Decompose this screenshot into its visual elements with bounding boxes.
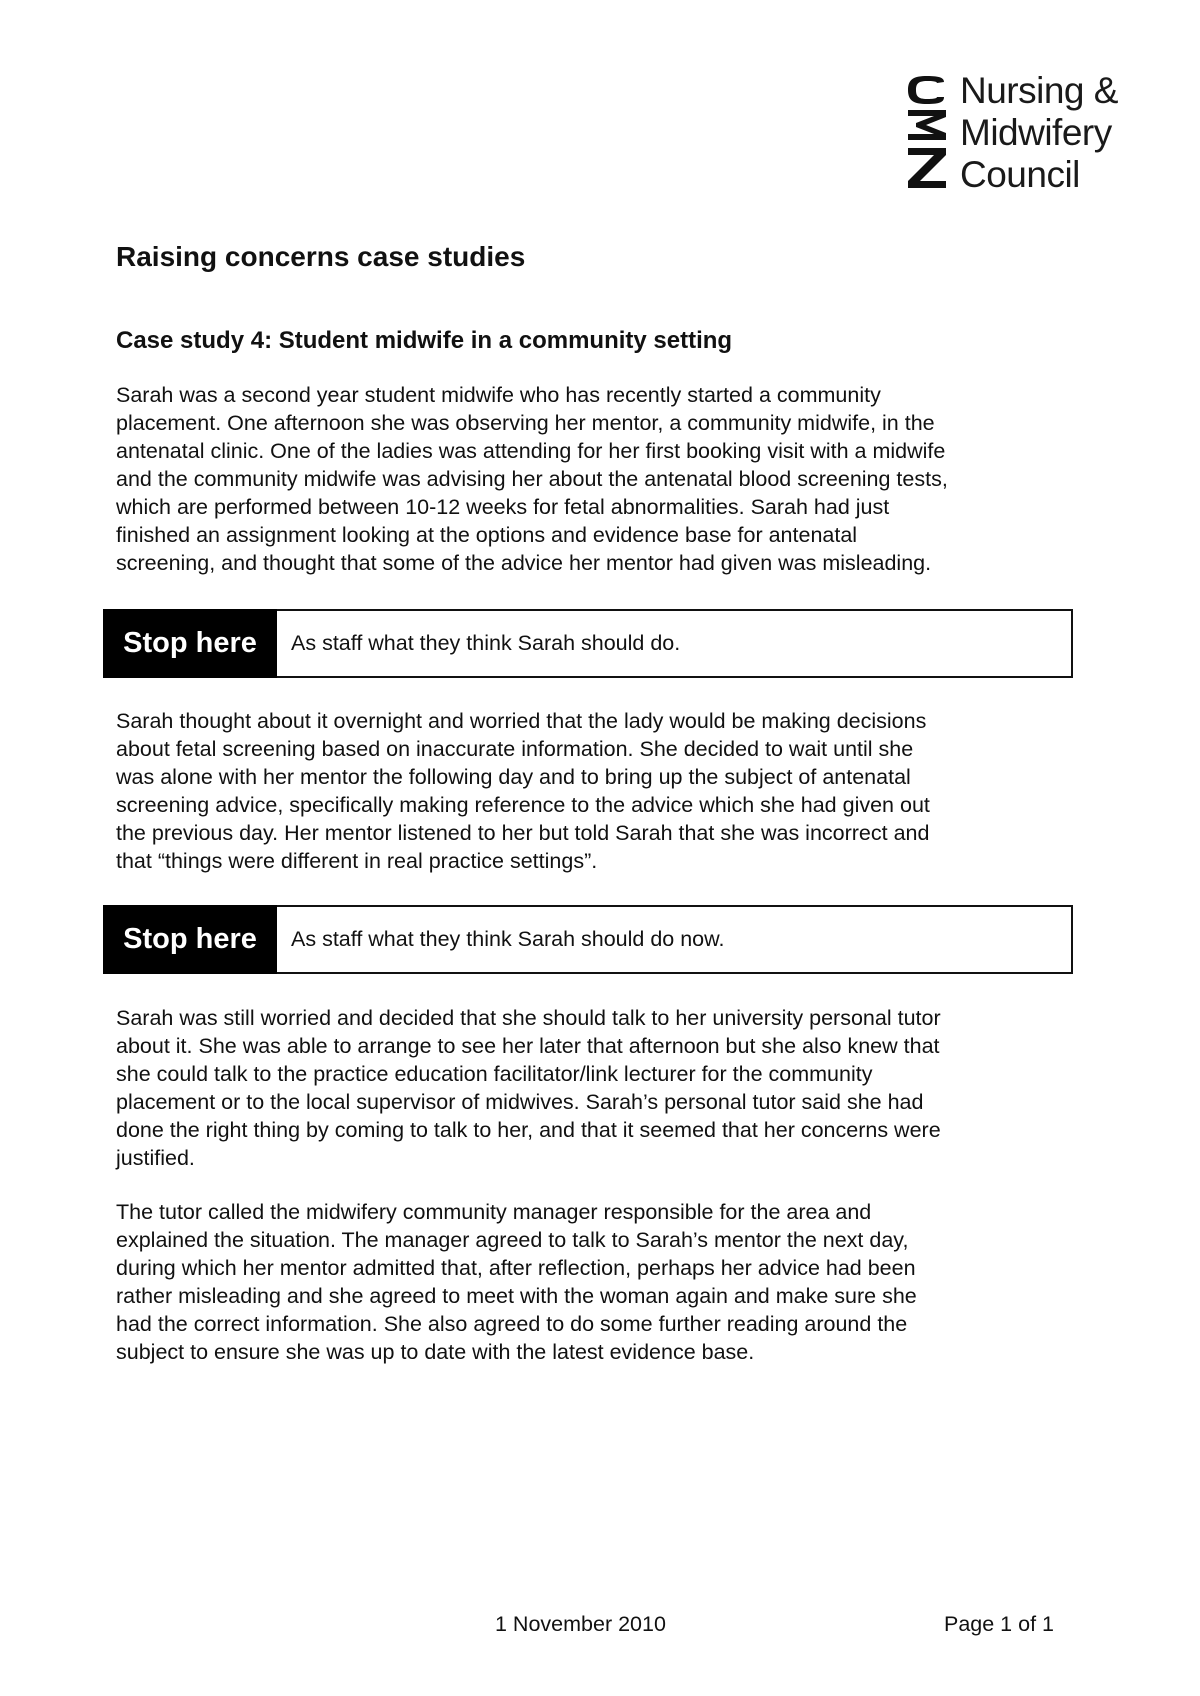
paragraph-line: Sarah was still worried and decided that she should talk to her university personal tutor (116, 1006, 941, 1030)
footer-date: 1 November 2010 (495, 1612, 666, 1636)
nmc-logo (904, 70, 1144, 198)
paragraph-line: The tutor called the midwifery community manager responsible for the area and (116, 1200, 872, 1224)
paragraph-line: subject to ensure she was up to date with the latest evidence base. (116, 1340, 755, 1364)
paragraph-line: Sarah was a second year student midwife who has recently started a community (116, 383, 881, 407)
paragraph-line: antenatal clinic. One of the ladies was attending for her first booking visit with a midwife (116, 439, 946, 463)
logo-line-1: Nursing & (960, 70, 1118, 111)
footer-page-number: Page 1 of 1 (944, 1612, 1054, 1636)
paragraph-line: about fetal screening based on inaccurate information. She decided to wait until she (116, 737, 914, 761)
nmc-logo-mark (904, 76, 950, 194)
paragraph-line: about it. She was able to arrange to see her later that afternoon but she also knew that (116, 1034, 940, 1058)
paragraph-3 (116, 1004, 1076, 1172)
paragraph-1 (116, 381, 1076, 577)
paragraph-line: screening, and thought that some of the advice her mentor had given was misleading. (116, 551, 932, 575)
case-study-title: Case study 4: Student midwife in a community setting (116, 327, 733, 354)
paragraph-line: screening advice, specifically making reference to the advice which she had given out (116, 793, 930, 817)
stop-here-label: Stop here (103, 905, 277, 974)
stop-here-box (103, 609, 1073, 678)
stop-here-box (103, 905, 1073, 974)
logo-wordmark (960, 70, 1118, 196)
paragraph-line: she could talk to the practice education facilitator/link lecturer for the community (116, 1062, 873, 1086)
paragraph-line: justified. (116, 1146, 195, 1170)
paragraph-4 (116, 1198, 1076, 1366)
paragraph-line: which are performed between 10-12 weeks for fetal abnormalities. Sarah had just (116, 495, 890, 519)
stop-here-label: Stop here (103, 609, 277, 678)
paragraph-line: rather misleading and she agreed to meet with the woman again and make sure she (116, 1284, 917, 1308)
paragraph-line: and the community midwife was advising her about the antenatal blood screening tests, (116, 467, 948, 491)
stop-here-prompt: As staff what they think Sarah should do now. (291, 927, 725, 951)
paragraph-line: had the correct information. She also agreed to do some further reading around the (116, 1312, 908, 1336)
stop-here-prompt: As staff what they think Sarah should do. (291, 631, 681, 655)
logo-line-3: Council (960, 154, 1080, 195)
paragraph-line: placement. One afternoon she was observing her mentor, a community midwife, in the (116, 411, 935, 435)
paragraph-line: explained the situation. The manager agreed to talk to Sarah’s mentor the next day, (116, 1228, 909, 1252)
paragraph-line: done the right thing by coming to talk to her, and that it seemed that her concerns were (116, 1118, 941, 1142)
paragraph-line: that “things were different in real practice settings”. (116, 849, 598, 873)
paragraph-2 (116, 707, 1076, 875)
paragraph-line: Sarah thought about it overnight and worried that the lady would be making decisions (116, 709, 927, 733)
paragraph-line: finished an assignment looking at the options and evidence base for antenatal (116, 523, 858, 547)
paragraph-line: placement or to the local supervisor of midwives. Sarah’s personal tutor said she had (116, 1090, 924, 1114)
logo-line-2: Midwifery (960, 112, 1112, 153)
paragraph-line: the previous day. Her mentor listened to her but told Sarah that she was incorrect and (116, 821, 930, 845)
paragraph-line: was alone with her mentor the following day and to bring up the subject of antenatal (116, 765, 911, 789)
paragraph-line: during which her mentor admitted that, after reflection, perhaps her advice had been (116, 1256, 916, 1280)
document-title: Raising concerns case studies (116, 241, 526, 272)
